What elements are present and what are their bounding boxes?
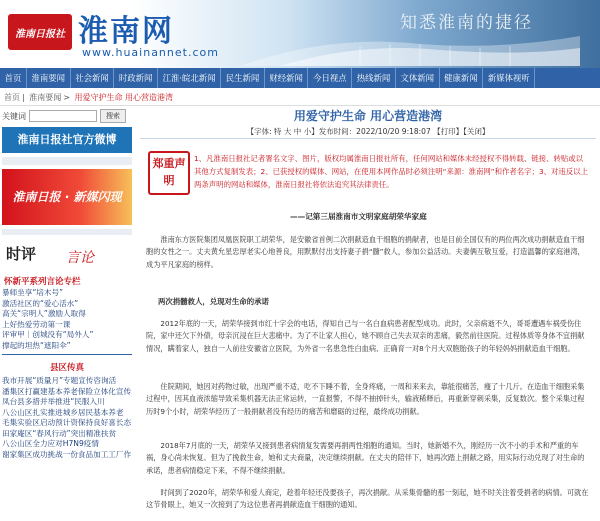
- article: [140, 107, 600, 521]
- breadcrumb-home[interactable]: 首页: [4, 93, 20, 102]
- nav-item-livelihood[interactable]: 民生新闻: [221, 68, 265, 88]
- column-list: [2, 288, 134, 351]
- list-item[interactable]: 暴师坐享“培木号”: [2, 288, 64, 297]
- sidebar: [0, 107, 136, 521]
- list-item[interactable]: 凤台县多措并举推进“民服入川: [2, 397, 105, 406]
- article-paragraph: 时间到了2020年，胡荣华和爱人商定，趁着年轻还没要孩子，再次捐献。从采集骨髓的那一刻起，她不时关注着受捐者的病情。可就在这节骨眼上，她又一次接到了为这位患者再捐献造血干细胞的通知。: [146, 488, 589, 510]
- main-nav: [0, 68, 600, 88]
- list-item[interactable]: 潘集区打赢建基本养老保险立体化宣传: [2, 386, 132, 396]
- list-item[interactable]: 我市开展“质量月”专题宣传咨询活: [2, 376, 117, 385]
- search-row: [2, 109, 134, 123]
- site-url: www.huainannet.com: [82, 46, 219, 59]
- site-slogan: 知悉淮南的捷径: [400, 13, 533, 33]
- breadcrumb-section[interactable]: 淮南要闻: [29, 93, 62, 102]
- divider: [2, 157, 132, 165]
- site-logo[interactable]: 淮南网: [78, 14, 174, 49]
- notice-badge: 郑重声明: [148, 151, 190, 195]
- county-section-title: 县区传真: [50, 363, 85, 373]
- commentary-subtitle: 言论: [66, 250, 94, 266]
- list-item[interactable]: 田家庵区“春风行动”突出精准扶贫: [2, 428, 117, 438]
- article-meta[interactable]: 【字体: 特 大 中 小】发布时间：2022/10/20 9:18:07 【打印】【关闭】: [246, 127, 490, 136]
- article-paragraph: 淮南东方医院集团凤凰医院职工胡荣华，是安徽省首例二次捐献造血干细胞的捐献者，也是目前全国仅有的两位两次成功捐献造血干细胞的女性之一。丈夫黄允星忠厚老实心地善良，用默默付出支持妻子捐“髓”救人，参加公益活动。夫妻俩互敬互爱，打造温馨的家庭港湾，成为平凡家庭的榜样。: [146, 235, 585, 269]
- nav-item-home[interactable]: 首页: [0, 68, 27, 88]
- county-list: [2, 376, 134, 460]
- commentary-banner[interactable]: [2, 239, 132, 269]
- list-item[interactable]: 谢家集区成功挑战一份食品加工工厂作: [2, 449, 132, 459]
- list-item[interactable]: 上好热爱劳动第一课: [2, 319, 71, 329]
- divider: [2, 229, 132, 235]
- article-heading: 两次捐髓救人，兑现对生命的承诺: [158, 297, 269, 306]
- list-item[interactable]: 撑起的坦热“遮阳伞”: [2, 340, 71, 350]
- breadcrumb: [0, 91, 600, 106]
- nav-item-today[interactable]: 今日视点: [308, 68, 352, 88]
- article-subtitle: ——记第三届淮南市文明家庭胡荣华家庭: [290, 212, 427, 221]
- commentary-title: 时评: [6, 245, 37, 263]
- nav-item-health[interactable]: 健康新闻: [440, 68, 484, 88]
- breadcrumb-separator: |: [22, 93, 25, 102]
- list-item[interactable]: 八公山区扎实推进城乡居民基本养老: [2, 407, 124, 417]
- breadcrumb-separator: >: [63, 93, 70, 102]
- column-section-title: 怀新平系列言论专栏: [4, 277, 81, 287]
- nav-item-culture-sports[interactable]: 文体新闻: [396, 68, 440, 88]
- nav-item-politics[interactable]: 时政新闻: [114, 68, 158, 88]
- list-item[interactable]: 激活社区的“爱心活水”: [2, 298, 79, 308]
- article-paragraph: 住院期间，她因对药物过敏，出现严重不适，吃不下睡不着，全身疼痛，一周和来来去，靠能很痛苦，瘦了十几斤。在造血干细胞采集过程中，因其血液浓缩导致采集机器无法正常运转，一直报警，不得不抽掉针头，输液稀释后，再重新穿刺采集，反复数次。整个采集过程历时9个小时，胡荣华经历了一般捐献者没有经历的痛苦和磨砺的过程，最终成功捐献。: [146, 382, 585, 416]
- list-item[interactable]: 高关“宗明人”激励人取得: [2, 309, 86, 318]
- new-media-banner[interactable]: 淮南日报 · 新媒闪现: [2, 169, 132, 225]
- article-title: 用爱守护生命 用心营造港湾: [293, 109, 443, 123]
- search-button[interactable]: 搜索: [100, 109, 126, 123]
- search-input[interactable]: [29, 110, 97, 122]
- article-paragraph: 2018年7月底的一天，胡荣华又接到患者病情复发需要再捐两性细胞的通知。当时，她新婚不久，刚经历一次不小的手术和严重的车祸，身心尚未恢复。但为了挽救生命，她和丈夫商量，决定继续捐献。在丈夫的陪伴下，她再次踏上捐献之路，用实际行动兑现了对生命的承诺，患者病情稳定下来，不得不继续捐献。: [146, 441, 585, 475]
- list-item[interactable]: 评审甲｜创城没有“局外人”: [2, 330, 94, 339]
- nav-item-hotline[interactable]: 热线新闻: [352, 68, 396, 88]
- nav-item-region[interactable]: 江淮·皖北新闻: [158, 68, 221, 88]
- nav-item-local-news[interactable]: 淮南要闻: [27, 68, 71, 88]
- breadcrumb-current: 用爱守护生命 用心营造港湾: [74, 93, 174, 102]
- list-item[interactable]: 毛集实验区启动预计资保持良好喜长态: [2, 418, 132, 427]
- site-header: [0, 0, 600, 68]
- nav-item-new-media[interactable]: 新媒体视听: [483, 68, 535, 88]
- divider: [140, 138, 596, 139]
- divider: [2, 354, 132, 355]
- newspaper-logo-badge[interactable]: 淮南日报社: [8, 14, 72, 50]
- nav-item-finance[interactable]: 财经新闻: [265, 68, 309, 88]
- article-paragraph: 2012年底的一天，胡荣华接到市红十字会的电话，得知自己与一名白血病患者配型成功。此时，父亲病逝不久，哥哥遭遇车祸受伤住院，家中还欠下外债，母亲沉浸在巨大悲痛中。为了不让家人担心，她不顾自己失去双亲的悲痛，毅然前往医院。过程体质等身体不宜捐献情况，瞒着家人，独自一人前往安徽省立医院，为外省一名患急性白血病、正确育一对8个月大双胞胎孩子的年轻妈妈捐献造血干细胞。: [146, 319, 585, 353]
- copyright-notice: 1、凡淮南日报社记者署名文字、图片，版权均属淮南日报社所有，任何网站和媒体未经授权不得转载、链接、转贴或以其他方式复制发表；2、已获授权的媒体、网站，在使用本网作品时必须注明“来源：淮南网”和作者名字；3、对违反以上两条声明的网站和媒体，淮南日报社将依法追究其法律责任。: [194, 154, 588, 189]
- list-item[interactable]: 八公山区全力应对H7N9疫情: [2, 439, 99, 448]
- nav-item-society[interactable]: 社会新闻: [71, 68, 115, 88]
- search-label: 关键词: [2, 111, 26, 121]
- weibo-banner[interactable]: 淮南日报社官方微博: [2, 127, 132, 153]
